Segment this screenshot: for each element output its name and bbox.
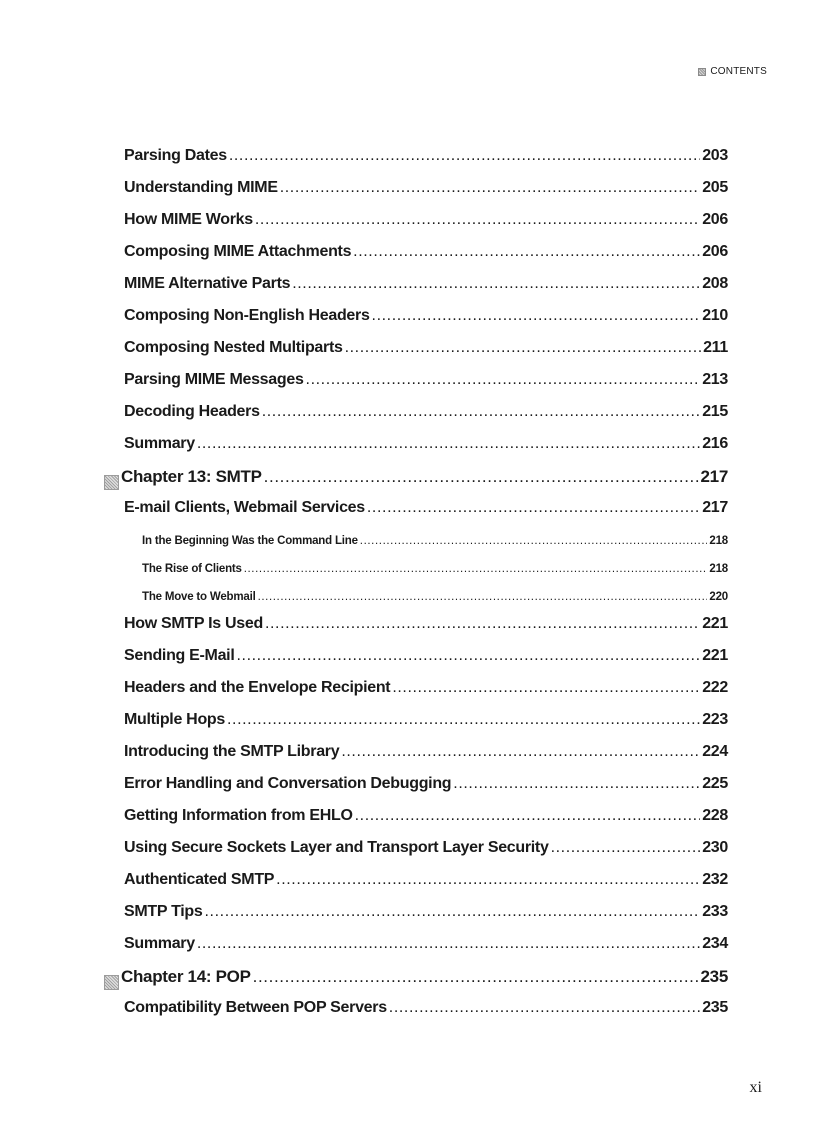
- toc-entry-page: 222: [702, 679, 728, 696]
- toc-entry-title: How SMTP Is Used: [124, 615, 263, 632]
- toc-entry[interactable]: [0, 179, 816, 211]
- toc-chapter-title: Chapter 14: POP: [121, 967, 251, 986]
- toc-entry-page: 234: [702, 935, 728, 952]
- toc-entry-title: Composing Non-English Headers: [124, 307, 370, 324]
- toc-leader-dots: [253, 967, 699, 987]
- toc-entry[interactable]: [0, 499, 816, 531]
- toc-entry-page: 206: [702, 211, 728, 228]
- toc-leader-dots: [306, 371, 701, 389]
- page-number: xi: [749, 1079, 762, 1096]
- toc-entry-page: 217: [702, 499, 728, 516]
- toc-chapter-page: 217: [700, 467, 728, 486]
- toc-entry-title: Parsing Dates: [124, 147, 227, 164]
- toc-entry[interactable]: [0, 935, 816, 967]
- toc-subentry-page: 218: [709, 535, 728, 547]
- toc-leader-dots: [453, 775, 700, 793]
- toc-leader-dots: [372, 307, 701, 325]
- toc-leader-dots: [345, 339, 701, 357]
- toc-entry-page: 203: [702, 147, 728, 164]
- toc-leader-dots: [551, 839, 701, 857]
- toc-entry-title: Multiple Hops: [124, 711, 225, 728]
- toc-entry-page: 208: [702, 275, 728, 292]
- toc-entry[interactable]: [0, 211, 816, 243]
- toc-entry-page: 224: [702, 743, 728, 760]
- toc-entry-page: 205: [702, 179, 728, 196]
- toc-entry-page: 225: [702, 775, 728, 792]
- chapter-square-icon: [104, 975, 119, 990]
- toc-leader-dots: [244, 563, 708, 575]
- toc-chapter-title: Chapter 13: SMTP: [121, 467, 262, 486]
- toc-entry[interactable]: [0, 743, 816, 775]
- toc-subentry-title: In the Beginning Was the Command Line: [142, 535, 358, 547]
- toc-entry[interactable]: [0, 339, 816, 371]
- toc-entry-title: How MIME Works: [124, 211, 253, 228]
- toc-entry-title: Sending E-Mail: [124, 647, 235, 664]
- toc-subentry[interactable]: [0, 559, 816, 587]
- toc-subentry[interactable]: [0, 587, 816, 615]
- toc-entry[interactable]: [0, 839, 816, 871]
- toc-entry[interactable]: [0, 435, 816, 467]
- toc-entry-page: 210: [702, 307, 728, 324]
- toc-entry[interactable]: [0, 711, 816, 743]
- toc-chapter-entry[interactable]: [0, 467, 816, 499]
- toc-entry-title: SMTP Tips: [124, 903, 203, 920]
- toc-subentry-title: The Rise of Clients: [142, 563, 242, 575]
- toc-entry-page: 233: [702, 903, 728, 920]
- toc-subentry-page: 220: [709, 591, 728, 603]
- toc-leader-dots: [229, 147, 700, 165]
- toc-entry-title: Authenticated SMTP: [124, 871, 275, 888]
- toc-entry-title: Composing Nested Multiparts: [124, 339, 343, 356]
- toc-entry-page: 215: [702, 403, 728, 420]
- toc-entry[interactable]: [0, 647, 816, 679]
- toc-leader-dots: [258, 591, 708, 603]
- toc-entry-title: Error Handling and Conversation Debugging: [124, 775, 452, 792]
- toc-subentry-page: 218: [709, 563, 728, 575]
- toc-entry-page: 230: [702, 839, 728, 856]
- toc-entry[interactable]: [0, 999, 816, 1031]
- toc-subentry[interactable]: [0, 531, 816, 559]
- toc-leader-dots: [265, 615, 700, 633]
- toc-entry-page: 206: [702, 243, 728, 260]
- toc-leader-dots: [292, 275, 700, 293]
- toc-entry-page: 221: [702, 647, 728, 664]
- toc-entry-page: 223: [702, 711, 728, 728]
- toc-entry-title: Using Secure Sockets Layer and Transport Layer Security: [124, 839, 549, 856]
- toc-entry-title: Parsing MIME Messages: [124, 371, 304, 388]
- section-square-icon: [698, 68, 706, 76]
- toc-entry-page: 228: [702, 807, 728, 824]
- table-of-contents: [0, 147, 816, 1031]
- toc-entry[interactable]: [0, 275, 816, 307]
- toc-chapter-page: 235: [700, 967, 728, 986]
- toc-leader-dots: [197, 435, 700, 453]
- toc-entry-title: Composing MIME Attachments: [124, 243, 352, 260]
- running-head: [698, 66, 767, 77]
- toc-entry[interactable]: [0, 807, 816, 839]
- toc-entry[interactable]: [0, 679, 816, 711]
- toc-entry-title: Understanding MIME: [124, 179, 278, 196]
- toc-leader-dots: [355, 807, 701, 825]
- toc-entry-title: Compatibility Between POP Servers: [124, 999, 387, 1016]
- toc-leader-dots: [227, 711, 700, 729]
- toc-entry[interactable]: [0, 775, 816, 807]
- toc-entry-page: 221: [702, 615, 728, 632]
- toc-entry-page: 216: [702, 435, 728, 452]
- toc-entry[interactable]: [0, 403, 816, 435]
- toc-leader-dots: [205, 903, 701, 921]
- toc-leader-dots: [264, 467, 699, 487]
- toc-entry-page: 235: [702, 999, 728, 1016]
- toc-entry-title: Summary: [124, 435, 195, 452]
- toc-entry-title: E-mail Clients, Webmail Services: [124, 499, 365, 516]
- toc-leader-dots: [392, 679, 700, 697]
- running-head-label: CONTENTS: [710, 66, 767, 77]
- toc-entry-page: 232: [702, 871, 728, 888]
- toc-entry-title: Decoding Headers: [124, 403, 260, 420]
- toc-leader-dots: [360, 535, 708, 547]
- toc-leader-dots: [276, 871, 700, 889]
- toc-leader-dots: [280, 179, 700, 197]
- toc-entry[interactable]: [0, 243, 816, 275]
- toc-leader-dots: [255, 211, 700, 229]
- chapter-square-icon: [104, 475, 119, 490]
- toc-entry[interactable]: [0, 903, 816, 935]
- toc-entry-title: Introducing the SMTP Library: [124, 743, 340, 760]
- toc-leader-dots: [197, 935, 700, 953]
- toc-leader-dots: [389, 999, 700, 1017]
- toc-entry-title: Headers and the Envelope Recipient: [124, 679, 391, 696]
- toc-leader-dots: [236, 647, 700, 665]
- toc-leader-dots: [262, 403, 701, 421]
- toc-entry-page: 213: [702, 371, 728, 388]
- toc-subentry-title: The Move to Webmail: [142, 591, 256, 603]
- toc-leader-dots: [353, 243, 700, 261]
- toc-entry-title: Summary: [124, 935, 195, 952]
- toc-entry[interactable]: [0, 371, 816, 403]
- toc-entry-page: 211: [703, 339, 728, 356]
- toc-entry[interactable]: [0, 871, 816, 903]
- toc-entry-title: MIME Alternative Parts: [124, 275, 291, 292]
- toc-entry[interactable]: [0, 307, 816, 339]
- toc-entry[interactable]: [0, 615, 816, 647]
- toc-chapter-entry[interactable]: [0, 967, 816, 999]
- toc-entry[interactable]: [0, 147, 816, 179]
- toc-leader-dots: [341, 743, 700, 761]
- toc-entry-title: Getting Information from EHLO: [124, 807, 353, 824]
- toc-leader-dots: [367, 499, 700, 517]
